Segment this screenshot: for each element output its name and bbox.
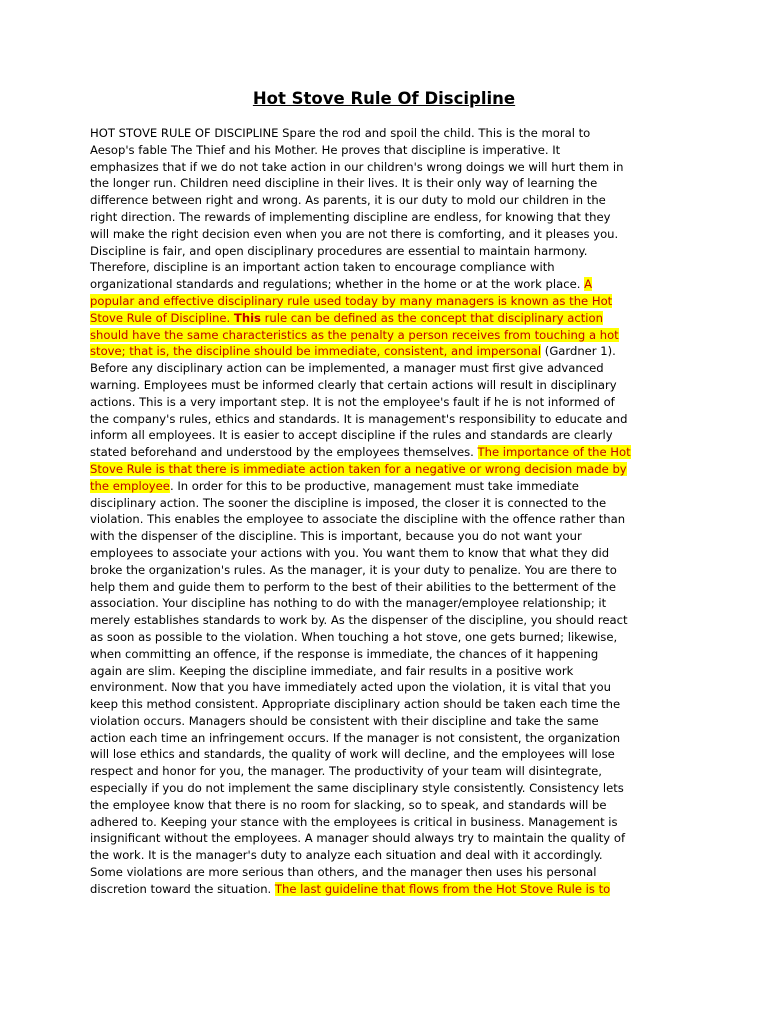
highlighted-text: the employee (90, 478, 170, 493)
text-segment: insignificant without the employees. A manager should always try to maintain the quality of (90, 831, 626, 846)
text-segment: discretion toward the situation. (90, 881, 275, 896)
text-line (90, 864, 682, 881)
text-line (90, 730, 682, 747)
document-body (90, 125, 682, 898)
text-segment: the work. It is the manager's duty to analyze each situation and deal with it accordingly. (90, 848, 603, 863)
text-line (90, 175, 682, 192)
highlighted-text: The importance of the Hot (477, 445, 631, 460)
text-line (90, 511, 682, 528)
text-line (90, 713, 682, 730)
text-segment: HOT STOVE RULE OF DISCIPLINE Spare the rod and spoil the child. This is the moral to (90, 126, 591, 140)
text-line (90, 226, 682, 243)
text-line (90, 797, 682, 814)
highlighted-text: The last guideline that flows from the Hot Stove Rule is to (274, 881, 611, 896)
text-line (90, 125, 682, 142)
text-segment: Before any disciplinary action can be implemented, a manager must first give advanced (90, 361, 604, 376)
text-line (90, 579, 682, 596)
text-segment: Therefore, discipline is an important action taken to encourage compliance with (90, 260, 555, 275)
text-line (90, 243, 682, 260)
text-segment: Aesop's fable The Thief and his Mother. He proves that discipline is imperative. It (90, 142, 561, 157)
text-segment: actions. This is a very important step. It is not the employee's fault if he is not informed of (90, 394, 615, 409)
text-line (90, 478, 682, 495)
highlighted-text: Stove Rule is that there is immediate action taken for a negative or wrong decision made by (90, 461, 627, 476)
text-segment: as soon as possible to the violation. When touching a hot stove, one gets burned; likewise, (90, 629, 618, 644)
text-line (90, 881, 682, 898)
text-line (90, 310, 682, 327)
text-segment: keep this method consistent. Appropriate disciplinary action should be taken each time the (90, 697, 621, 712)
text-segment: respect and honor for you, the manager. The productivity of your team will disintegrate, (90, 764, 602, 779)
text-line (90, 293, 682, 310)
text-segment: difference between right and wrong. As parents, it is our duty to mold our children in the (90, 193, 606, 208)
text-line (90, 528, 682, 545)
text-line (90, 343, 682, 360)
text-segment: violation. This enables the employee to associate the discipline with the offence rather than (90, 512, 626, 527)
text-line (90, 360, 682, 377)
text-line (90, 545, 682, 562)
text-line (90, 411, 682, 428)
text-segment: the company's rules, ethics and standards. It is management's responsibility to educate and (90, 411, 628, 426)
highlighted-text: rule can be defined as the concept that disciplinary action (260, 310, 603, 325)
text-line (90, 327, 682, 344)
text-line (90, 763, 682, 780)
text-segment: when committing an offence, if the response is immediate, the chances of it happening (90, 646, 599, 661)
text-segment: (Gardner 1). (541, 344, 616, 359)
text-line (90, 159, 682, 176)
text-segment: will make the right decision even when you are not there is comforting, and it pleases you. (90, 226, 619, 241)
text-line (90, 612, 682, 629)
text-segment: again are slim. Keeping the discipline immediate, and fair results in a positive work (90, 663, 574, 678)
text-segment: with the dispenser of the discipline. This is important, because you do not want your (90, 529, 582, 544)
text-line (90, 562, 682, 579)
text-segment: the longer run. Children need discipline in their lives. It is their only way of learning the (90, 176, 598, 191)
text-segment: adhered to. Keeping your stance with the employees is critical in business. Management is (90, 814, 618, 829)
text-segment: organizational standards and regulations; whether in the home or at the work place. (90, 277, 585, 292)
text-segment: stated beforehand and understood by the employees themselves. (90, 445, 478, 460)
text-segment: right direction. The rewards of implementing discipline are endless, for knowing that they (90, 209, 611, 224)
document-title: Hot Stove Rule Of Discipline (252, 89, 516, 108)
text-line (90, 495, 682, 512)
text-segment: especially if you do not implement the same disciplinary style consistently. Consistency lets (90, 781, 624, 796)
text-segment: . In order for this to be productive, management must take immediate (169, 478, 579, 493)
text-segment: emphasizes that if we do not take action in our children's wrong doings we will hurt them in (90, 159, 624, 174)
text-line (90, 276, 682, 293)
text-line (90, 679, 682, 696)
highlighted-text: should have the same characteristics as the penalty a person receives from touching a hot (90, 327, 619, 342)
text-segment: help them and guide them to perform to the best of their abilities to the betterment of the (90, 579, 616, 594)
text-segment: disciplinary action. The sooner the discipline is imposed, the closer it is connected to the (90, 495, 607, 510)
text-line (90, 696, 682, 713)
highlighted-text: Stove Rule of Discipline. (90, 310, 234, 325)
text-line (90, 814, 682, 831)
highlighted-text: This (233, 310, 261, 325)
text-line (90, 192, 682, 209)
text-line (90, 629, 682, 646)
text-segment: violation occurs. Managers should be consistent with their discipline and take the same (90, 713, 599, 728)
text-line (90, 427, 682, 444)
text-segment: association. Your discipline has nothing to do with the manager/employee relationship; it (90, 596, 607, 611)
highlighted-text: popular and effective disciplinary rule used today by many managers is known as the Hot (90, 293, 613, 308)
text-segment: the employee know that there is no room for slacking, so to speak, and standards will be (90, 797, 607, 812)
text-line (90, 847, 682, 864)
text-segment: action each time an infringement occurs. If the manager is not consistent, the organization (90, 730, 621, 745)
text-line (90, 377, 682, 394)
text-segment: warning. Employees must be informed clearly that certain actions will result in disciplinary (90, 377, 617, 392)
text-line (90, 444, 682, 461)
text-segment: merely establishes standards to work by. As the dispenser of the discipline, you should react (90, 613, 628, 628)
text-segment: Some violations are more serious than others, and the manager then uses his personal (90, 865, 597, 880)
text-line (90, 780, 682, 797)
text-line (90, 830, 682, 847)
text-segment: Discipline is fair, and open disciplinary procedures are essential to maintain harmony. (90, 243, 588, 258)
text-line (90, 646, 682, 663)
text-segment: environment. Now that you have immediately acted upon the violation, it is vital that you (90, 680, 611, 695)
text-segment: employees to associate your actions with you. You want them to know that what they did (90, 545, 610, 560)
text-segment: inform all employees. It is easier to accept discipline if the rules and standards are clearly (90, 428, 613, 443)
highlighted-text: stove; that is, the discipline should be immediate, consistent, and impersonal (90, 344, 542, 359)
text-line (90, 142, 682, 159)
text-line (90, 663, 682, 680)
text-line (90, 394, 682, 411)
text-line (90, 259, 682, 276)
text-line (90, 746, 682, 763)
text-line (90, 595, 682, 612)
text-line (90, 461, 682, 478)
text-line (90, 209, 682, 226)
text-segment: broke the organization's rules. As the manager, it is your duty to penalize. You are there to (90, 562, 617, 577)
highlighted-text: A (584, 277, 593, 292)
text-segment: will lose ethics and standards, the quality of work will decline, and the employees will lose (90, 747, 615, 762)
